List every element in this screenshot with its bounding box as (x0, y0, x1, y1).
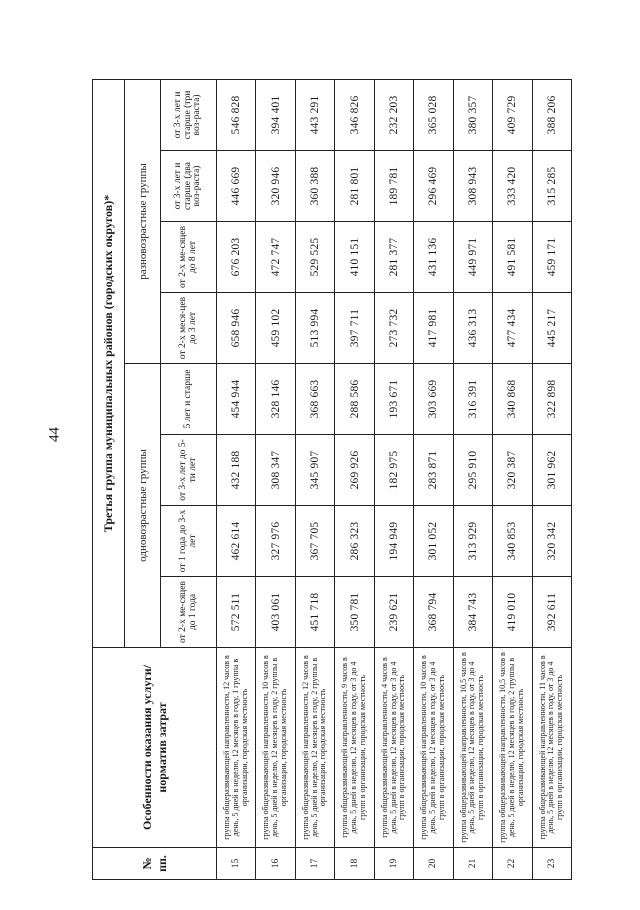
value-cell: 322 898 (532, 364, 572, 435)
age-header: от 2-х ме-сяцев до 1 года (161, 577, 217, 648)
value-cell: 368 663 (295, 364, 334, 435)
value-cell: 397 711 (335, 293, 374, 364)
rotated-table-wrapper (92, 80, 572, 880)
value-cell: 367 705 (295, 506, 334, 577)
value-cell: 283 871 (414, 435, 453, 506)
single-age-groups-header: одновозрастные группы (125, 364, 161, 648)
value-cell: 491 581 (493, 222, 532, 293)
value-cell: 350 781 (335, 577, 374, 648)
value-cell: 529 525 (295, 222, 334, 293)
row-number: 21 (453, 848, 492, 880)
age-header: от 3-х лет до 5-ти лет (161, 435, 217, 506)
value-cell: 345 907 (295, 435, 334, 506)
row-number: 17 (295, 848, 334, 880)
row-description: группа общеразвивающей направленности, 10,5 часов в день, 5 дней в неделю, 12 месяцев в году, от 3 до 4 групп в организации, городская местность (453, 648, 492, 848)
table-row (295, 79, 334, 879)
value-cell: 301 962 (532, 435, 572, 506)
value-cell: 443 291 (295, 79, 334, 150)
value-cell: 513 994 (295, 293, 334, 364)
row-description: группа общеразвивающей направленности, 10 часов в день, 5 дней в неделю, 12 месяцев в году, от 3 до 4 групп в организации, городская местность (414, 648, 453, 848)
col-description-header: Особенности оказания услуги/норматив затрат (93, 648, 217, 848)
row-number: 19 (374, 848, 413, 880)
row-number: 15 (217, 848, 256, 880)
value-cell: 315 285 (532, 151, 572, 222)
value-cell: 392 611 (532, 577, 572, 648)
table-row (335, 79, 374, 879)
row-number: 18 (335, 848, 374, 880)
age-header: от 2-х ме-сяцев до 8 лет (161, 222, 217, 293)
value-cell: 419 010 (493, 577, 532, 648)
value-cell: 320 342 (532, 506, 572, 577)
value-cell: 328 146 (256, 364, 295, 435)
value-cell: 316 391 (453, 364, 492, 435)
value-cell: 380 357 (453, 79, 492, 150)
value-cell: 409 729 (493, 79, 532, 150)
value-cell: 445 217 (532, 293, 572, 364)
value-cell: 281 801 (335, 151, 374, 222)
value-cell: 368 794 (414, 577, 453, 648)
cost-norms-table (92, 79, 572, 880)
age-header: от 1 года до 3-х лет (161, 506, 217, 577)
age-header: от 3-х лет и старше (два воз-раста) (161, 151, 217, 222)
value-cell: 431 136 (414, 222, 453, 293)
row-number: 20 (414, 848, 453, 880)
value-cell: 340 868 (493, 364, 532, 435)
main-group-header: Третья группа муниципальных районов (городских округов)* (93, 79, 125, 647)
age-header: от 2-х меся-цев до 3 лет (161, 293, 217, 364)
value-cell: 365 028 (414, 79, 453, 150)
table-row (414, 79, 453, 879)
value-cell: 436 313 (453, 293, 492, 364)
col-number-header: № пп. (93, 848, 217, 880)
value-cell: 477 434 (493, 293, 532, 364)
row-number: 23 (532, 848, 572, 880)
value-cell: 451 718 (295, 577, 334, 648)
value-cell: 273 732 (374, 293, 413, 364)
value-cell: 410 151 (335, 222, 374, 293)
row-description: группа общеразвивающей направленности, 10,5 часов в день, 5 дней в неделю, 12 месяцев в году, 2 группы в организации, городская местность (493, 648, 532, 848)
row-description: группа общеразвивающей направленности, 4 часов в день, 5 дней в неделю, 12 месяцев в году, от 3 до 4 групп в организации, городская местность (374, 648, 413, 848)
value-cell: 189 781 (374, 151, 413, 222)
value-cell: 472 747 (256, 222, 295, 293)
value-cell: 296 469 (414, 151, 453, 222)
value-cell: 303 669 (414, 364, 453, 435)
age-header: 5 лет и старше (161, 364, 217, 435)
value-cell: 232 203 (374, 79, 413, 150)
value-cell: 388 206 (532, 79, 572, 150)
value-cell: 320 387 (493, 435, 532, 506)
value-cell: 193 671 (374, 364, 413, 435)
value-cell: 182 975 (374, 435, 413, 506)
value-cell: 333 420 (493, 151, 532, 222)
row-description: группа общеразвивающей направленности, 11 часов в день, 5 дней в неделю, 12 месяцев в году, от 3 до 4 групп в организации, городская местность (532, 648, 572, 848)
value-cell: 340 853 (493, 506, 532, 577)
row-number: 22 (493, 848, 532, 880)
row-description: группа общеразвивающей направленности, 12 часов в день, 5 дней в неделю, 12 месяцев в году, 2 группы в организации, городская местность (295, 648, 334, 848)
value-cell: 658 946 (217, 293, 256, 364)
row-description: группа общеразвивающей направленности, 9 часов в день, 5 дней в неделю, 12 месяцев в году, от 3 до 4 групп в организации, городская местность (335, 648, 374, 848)
mixed-age-groups-header: разновозрастные группы (125, 79, 161, 363)
value-cell: 572 511 (217, 577, 256, 648)
value-cell: 417 981 (414, 293, 453, 364)
value-cell: 346 826 (335, 79, 374, 150)
table-row (532, 79, 572, 879)
row-description: группа общеразвивающей направленности, 12 часов в день, 5 дней в неделю, 12 месяцев в году, 1 группа в организации, городская местность (217, 648, 256, 848)
value-cell: 194 949 (374, 506, 413, 577)
value-cell: 308 943 (453, 151, 492, 222)
value-cell: 459 102 (256, 293, 295, 364)
value-cell: 459 171 (532, 222, 572, 293)
value-cell: 384 743 (453, 577, 492, 648)
row-number: 16 (256, 848, 295, 880)
row-description: группа общеразвивающей направленности, 10 часов в день, 5 дней в неделю, 12 месяцев в году, 2 группы в организации, городская местность (256, 648, 295, 848)
value-cell: 449 971 (453, 222, 492, 293)
value-cell: 432 188 (217, 435, 256, 506)
value-cell: 281 377 (374, 222, 413, 293)
age-header: от 3-х лет и старше (три воз-раста) (161, 79, 217, 150)
value-cell: 301 052 (414, 506, 453, 577)
value-cell: 454 944 (217, 364, 256, 435)
value-cell: 327 976 (256, 506, 295, 577)
table-row (217, 79, 256, 879)
value-cell: 446 669 (217, 151, 256, 222)
value-cell: 286 323 (335, 506, 374, 577)
value-cell: 360 388 (295, 151, 334, 222)
value-cell: 269 926 (335, 435, 374, 506)
table-row (374, 79, 413, 879)
value-cell: 239 621 (374, 577, 413, 648)
value-cell: 288 586 (335, 364, 374, 435)
page-number: 44 (46, 427, 63, 442)
value-cell: 394 401 (256, 79, 295, 150)
table-row (256, 79, 295, 879)
table-row (493, 79, 532, 879)
value-cell: 403 061 (256, 577, 295, 648)
value-cell: 308 347 (256, 435, 295, 506)
value-cell: 295 910 (453, 435, 492, 506)
table-row (453, 79, 492, 879)
value-cell: 313 929 (453, 506, 492, 577)
value-cell: 676 203 (217, 222, 256, 293)
value-cell: 546 828 (217, 79, 256, 150)
value-cell: 462 614 (217, 506, 256, 577)
value-cell: 320 946 (256, 151, 295, 222)
